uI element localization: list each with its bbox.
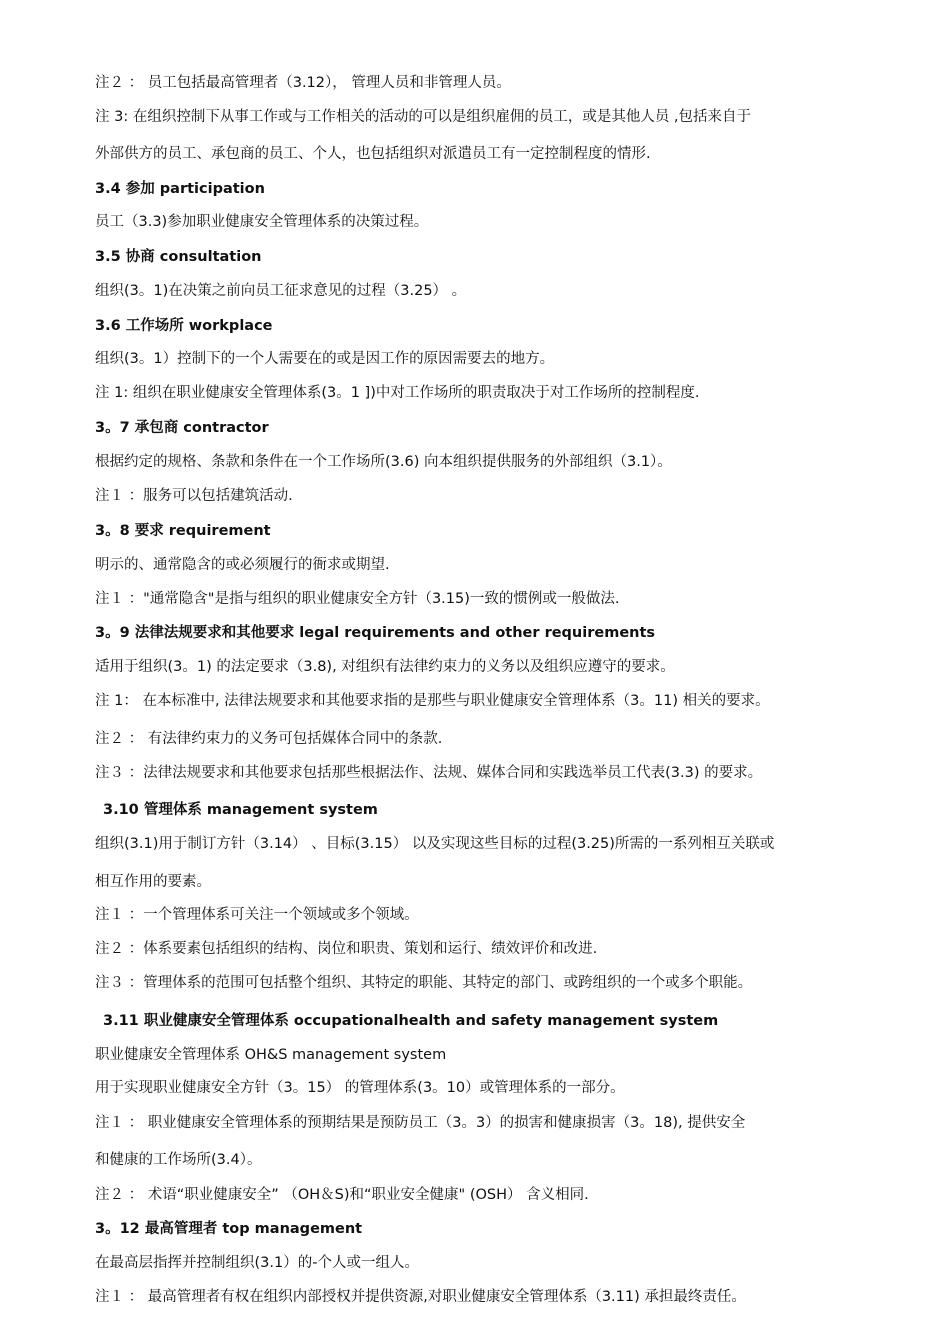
note-3-line-2: 外部供方的员工、承包商的员工、个人，也包括组织对派遣员工有一定控制程度的情形. [95, 146, 651, 162]
note-3-7: 注１ ：服务可以包括建筑活动. [95, 488, 293, 504]
definition-3-12: 在最高层指挥并控制组织(3.1）的-个人或一组人。 [95, 1255, 419, 1271]
note-3-line-1: 注 3: 在组织控制下从事工作或与工作相关的活动的可以是组织雇佣的员工，或是其他人员 ,包括来自于 [95, 109, 752, 125]
definition-3-6: 组织(3。1）控制下的一个人需要在的或是因工作的原因需要去的地方。 [95, 351, 555, 367]
note-1-3-10: 注１ ：一个管理体系可关注一个领域或多个领域。 [95, 907, 419, 923]
note-3-6: 注 1: 组织在职业健康安全管理体系(3。1 ])中对工作场所的职责取决于对工作场所的控制程度. [95, 385, 700, 401]
definition-3-8: 明示的、通常隐含的或必须履行的衙求或期望. [95, 557, 390, 573]
definition-3-5: 组织(3。1)在决策之前向员工征求意见的过程（3.25） 。 [95, 283, 467, 299]
heading-3-7: 3。7 承包商 contractor [95, 420, 269, 436]
note-1-3-11-line-1: 注１ ： 职业健康安全管理体系的预期结果是预防员工（3。3）的损害和健康损害（3。18), 提供安全 [95, 1115, 746, 1131]
definition-3-4: 员工（3.3)参加职业健康安全管理体系的决策过程。 [95, 214, 429, 230]
term-3-11-alt: 职业健康安全管理体系 OH&S management system [95, 1047, 447, 1063]
definition-3-10-line-1: 组织(3.1)用于制订方针（3.14） 、目标(3.15） 以及实现这些目标的过程(3.25)所需的一系列相互关联或 [95, 836, 775, 852]
note-2-employees: 注２ ： 员工包括最高管理者（3.12）， 管理人员和非管理人员。 [95, 75, 511, 91]
heading-3-4: 3.4 参加 participation [95, 181, 265, 197]
note-1-3-12: 注１ ： 最高管理者有权在组织内部授权并提供资源,对职业健康安全管理体系（3.11) 承担最终责任。 [95, 1289, 746, 1305]
heading-3-5: 3.5 协商 consultation [95, 249, 262, 265]
heading-3-12: 3。12 最高管理者 top management [95, 1221, 363, 1237]
heading-3-8: 3。8 要求 requirement [95, 523, 271, 539]
note-3-3-10: 注３ ：管理体系的范围可包括整个组织、其特定的职能、其特定的部门、或跨组织的一个或多个职能。 [95, 975, 753, 991]
note-2-3-10: 注２ ：体系要素包括组织的结构、岗位和职贵、策划和运行、绩效评价和改进. [95, 941, 598, 957]
note-1-3-9: 注 1： 在本标准中, 法律法规要求和其他要求指的是那些与职业健康安全管理体系（3。11) 相关的要求。 [95, 693, 770, 709]
note-2-3-9: 注２ ： 有法律约束力的义务可包括媒体合同中的条款. [95, 731, 443, 747]
heading-3-9: 3。9 法律法规要求和其他要求 legal requirements and other requirements [95, 625, 656, 641]
note-2-3-11: 注２ ： 术语“职业健康安全” （OH＆S)和“职业安全健康" (OSH） 含义相同. [95, 1187, 589, 1203]
definition-3-7: 根据约定的规格、条款和条件在一个工作场所(3.6) 向本组织提供服务的外部组织（3.1）。 [95, 454, 672, 470]
note-1-3-11-line-2: 和健康的工作场所(3.4）。 [95, 1152, 262, 1168]
definition-3-10-line-2: 相互作用的要素。 [95, 874, 211, 890]
heading-3-6: 3.6 工作场所 workplace [95, 318, 273, 334]
definition-3-9: 适用于组织(3。1) 的法定要求（3.8), 对组织有法律约束力的义务以及组织应遵守的要求。 [95, 659, 675, 675]
heading-3-11: 3.11 职业健康安全管理体系 occupationalhealth and safety management system [103, 1013, 719, 1029]
note-3-8: 注１ ："通常隐含"是指与组织的职业健康安全方针（3.15)一致的惯例或一般做法. [95, 591, 620, 607]
heading-3-10: 3.10 管理体系 management system [103, 802, 378, 818]
note-3-3-9: 注３ ：法律法规要求和其他要求包括那些根据法作、法规、媒体合同和实践选举员工代表(3.3) 的要求。 [95, 765, 763, 781]
definition-3-11: 用于实现职业健康安全方针（3。15） 的管理体系(3。10）或管理体系的一部分。 [95, 1080, 625, 1096]
